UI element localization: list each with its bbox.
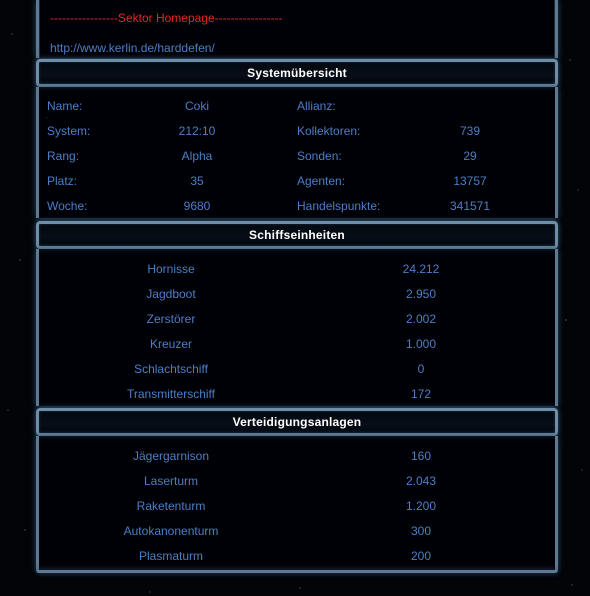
defense-title: Verteidigungsanlagen xyxy=(232,415,362,429)
value-collectors: 739 xyxy=(459,124,481,138)
system-overview-header xyxy=(36,59,558,87)
value-place: 35 xyxy=(190,174,204,188)
defense-count: 1.200 xyxy=(405,499,437,513)
defense-count: 160 xyxy=(410,449,432,463)
value-agents: 13757 xyxy=(453,174,487,188)
ship-name: Jagdboot xyxy=(146,287,196,301)
defense-name: Plasmaturm xyxy=(138,549,204,563)
ships-section xyxy=(36,249,558,406)
label-name: Name: xyxy=(47,99,83,113)
defense-header xyxy=(36,408,558,436)
label-system: System: xyxy=(47,124,91,138)
label-rank: Rang: xyxy=(47,149,80,163)
value-week: 9680 xyxy=(183,199,211,213)
label-agents: Agenten: xyxy=(297,174,346,188)
ship-name: Transmitterschiff xyxy=(126,387,216,401)
ship-count: 2.950 xyxy=(405,287,437,301)
label-trade-points: Handelspunkte: xyxy=(297,199,381,213)
label-probes: Sonden: xyxy=(297,149,342,163)
ship-name: Schlachtschiff xyxy=(134,362,208,376)
value-name: Coki xyxy=(184,99,210,113)
ship-name: Hornisse xyxy=(147,262,195,276)
sector-homepage-label: -----------------Sektor Homepage----------------- xyxy=(50,11,283,25)
ships-title: Schiffseinheiten xyxy=(249,228,345,242)
ship-count: 24.212 xyxy=(402,262,440,276)
sector-homepage-link[interactable]: http://www.kerlin.de/harddefen/ xyxy=(50,41,215,55)
value-trade-points: 341571 xyxy=(449,199,491,213)
bottom-frame-edge xyxy=(36,570,558,573)
defense-section xyxy=(36,436,558,570)
label-alliance: Allianz: xyxy=(297,99,336,113)
ship-count: 2.002 xyxy=(405,312,437,326)
defense-count: 300 xyxy=(410,524,432,538)
defense-count: 200 xyxy=(410,549,432,563)
label-week: Woche: xyxy=(47,199,88,213)
value-probes: 29 xyxy=(463,149,477,163)
ships-header xyxy=(36,221,558,249)
label-place: Platz: xyxy=(47,174,78,188)
value-system: 212:10 xyxy=(178,124,216,138)
ship-count: 1.000 xyxy=(405,337,437,351)
defense-name: Laserturm xyxy=(143,474,199,488)
homepage-section xyxy=(36,0,558,58)
defense-name: Autokanonenturm xyxy=(123,524,219,538)
ship-name: Zerstörer xyxy=(146,312,196,326)
ship-count: 0 xyxy=(417,362,425,376)
system-overview-title: Systemübersicht xyxy=(247,66,347,80)
system-overview-section xyxy=(36,87,558,218)
ship-count: 172 xyxy=(410,387,432,401)
defense-name: Jägergarnison xyxy=(132,449,210,463)
defense-name: Raketenturm xyxy=(136,499,206,513)
ship-name: Kreuzer xyxy=(149,337,193,351)
defense-count: 2.043 xyxy=(405,474,437,488)
label-collectors: Kollektoren: xyxy=(297,124,361,138)
value-rank: Alpha xyxy=(181,149,213,163)
